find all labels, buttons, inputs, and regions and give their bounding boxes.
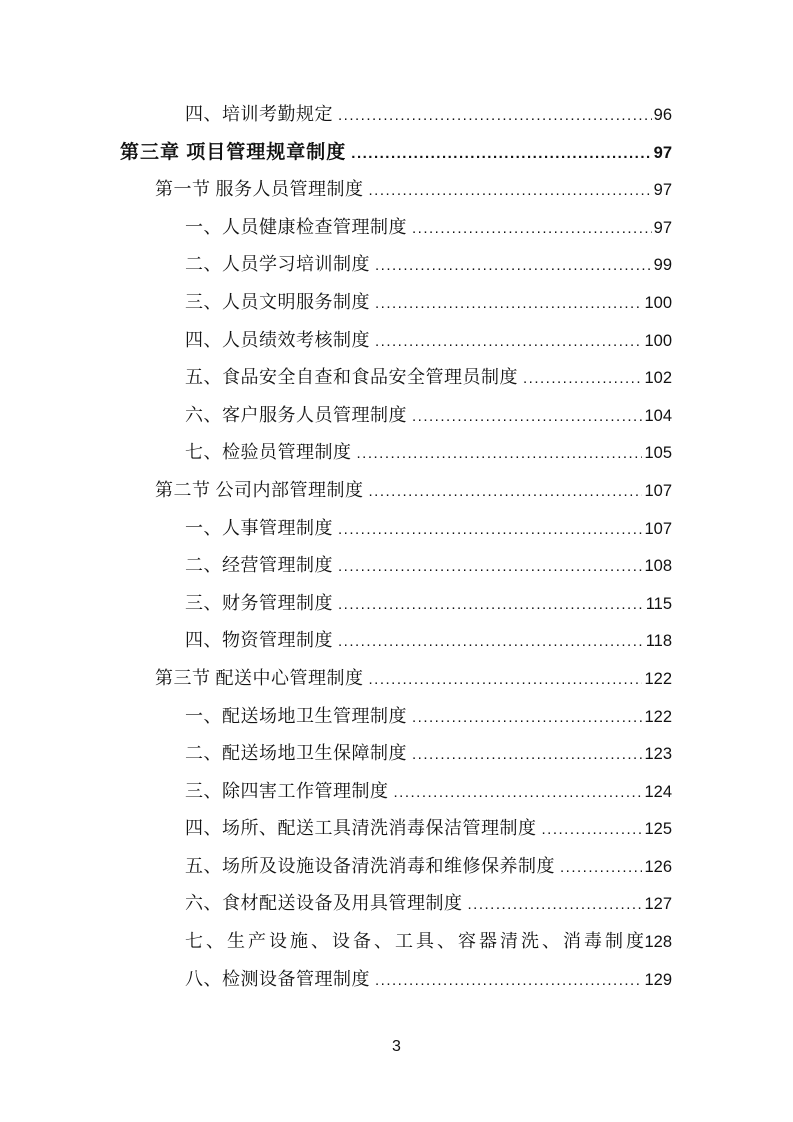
toc-leader-dots [338, 96, 652, 135]
toc-entry-label: 第三章 项目管理规章制度 [120, 141, 347, 163]
toc-leader-dots [369, 660, 643, 699]
toc-leader-dots [468, 885, 643, 924]
toc-entry-label: 五、场所及设施设备清洗消毒和维修保养制度 [185, 855, 555, 876]
toc-entry-label: 第一节 服务人员管理制度 [155, 179, 364, 200]
toc-entry-label: 七、生产设施、设备、工具、容器清洗、消毒制度 [185, 931, 645, 952]
toc-entry-label: 八、检测设备管理制度 [185, 968, 370, 989]
toc-entry-label: 四、培训考勤规定 [185, 104, 333, 124]
toc-leader-dots [523, 359, 642, 398]
toc-entry-page: 97 [653, 143, 672, 162]
toc-entry-page: 122 [644, 669, 672, 688]
toc-entry-label: 六、客户服务人员管理制度 [185, 404, 407, 425]
toc-entry[interactable] [185, 885, 672, 923]
toc-entry-label: 一、人员健康检查管理制度 [185, 216, 407, 237]
toc-entry-label: 二、人员学习培训制度 [185, 254, 370, 275]
toc-leader-dots [369, 171, 652, 210]
toc-entry[interactable] [185, 510, 672, 548]
toc-entry-label: 一、配送场地卫生管理制度 [185, 705, 407, 726]
toc-leader-dots [375, 246, 652, 285]
toc-entry-page: 107 [644, 519, 672, 538]
toc-leader-dots [338, 547, 642, 586]
toc-entry-page: 126 [644, 857, 672, 876]
toc-entry-label: 六、食材配送设备及用具管理制度 [185, 893, 463, 914]
toc-entry-page: 128 [644, 933, 672, 952]
toc-entry[interactable] [120, 134, 672, 172]
toc-entry-page: 97 [653, 181, 672, 200]
toc-leader-dots [375, 322, 642, 361]
toc-entry-label: 二、经营管理制度 [185, 555, 333, 576]
page-footer [0, 1038, 793, 1056]
toc-leader-dots [412, 209, 652, 248]
toc-leader-dots [375, 284, 642, 323]
toc-leader-dots [560, 848, 642, 887]
toc-entry[interactable] [185, 810, 672, 848]
toc-entry-page: 124 [644, 782, 672, 801]
table-of-contents [120, 96, 672, 998]
toc-entry-page: 115 [645, 594, 672, 613]
toc-entry-page: 125 [644, 820, 672, 839]
toc-entry[interactable] [185, 397, 672, 435]
toc-entry-label: 第三节 配送中心管理制度 [155, 667, 364, 688]
toc-entry-label: 一、人事管理制度 [185, 517, 333, 538]
toc-entry-page: 129 [644, 970, 672, 989]
toc-leader-dots [412, 698, 642, 737]
toc-entry-label: 第二节 公司内部管理制度 [155, 479, 364, 500]
toc-entry[interactable] [185, 322, 672, 360]
toc-entry-label: 四、场所、配送工具清洗消毒保洁管理制度 [185, 818, 537, 839]
toc-entry[interactable] [185, 434, 672, 472]
toc-leader-dots [369, 472, 643, 511]
toc-entry-label: 四、人员绩效考核制度 [185, 329, 370, 350]
toc-leader-dots [338, 585, 644, 624]
toc-entry-page: 100 [644, 331, 672, 350]
toc-leader-dots [542, 810, 643, 849]
toc-entry-label: 三、人员文明服务制度 [185, 291, 370, 312]
toc-entry-page: 102 [644, 369, 672, 388]
toc-leader-dots [357, 434, 643, 473]
toc-entry-page: 105 [644, 444, 672, 463]
toc-leader-dots [351, 134, 651, 173]
toc-entry[interactable] [155, 171, 672, 209]
toc-entry-label: 三、除四害工作管理制度 [185, 780, 389, 801]
toc-entry-label: 三、财务管理制度 [185, 592, 333, 613]
toc-entry-page: 100 [644, 293, 672, 312]
toc-leader-dots [338, 510, 642, 549]
toc-entry-page: 127 [644, 895, 672, 914]
toc-entry[interactable] [185, 209, 672, 247]
toc-entry[interactable] [155, 472, 672, 510]
toc-entry-page: 97 [653, 218, 672, 237]
toc-leader-dots [412, 735, 642, 774]
toc-leader-dots [375, 961, 642, 1000]
toc-entry[interactable] [185, 284, 672, 322]
toc-leader-dots [412, 397, 642, 436]
toc-entry-label: 四、物资管理制度 [185, 630, 333, 651]
toc-entry-label: 二、配送场地卫生保障制度 [185, 743, 407, 764]
toc-entry[interactable] [185, 961, 672, 999]
toc-entry-page: 99 [653, 256, 672, 275]
toc-entry-page: 108 [644, 557, 672, 576]
toc-entry-page: 122 [644, 707, 672, 726]
toc-entry[interactable] [185, 585, 672, 623]
toc-entry[interactable] [185, 246, 672, 284]
toc-entry[interactable] [185, 923, 672, 961]
toc-entry[interactable] [185, 547, 672, 585]
toc-entry[interactable] [185, 773, 672, 811]
toc-entry-label: 五、食品安全自查和食品安全管理员制度 [185, 367, 518, 388]
toc-entry-page: 104 [644, 406, 672, 425]
toc-entry[interactable] [185, 359, 672, 397]
footer-page-number: 3 [392, 1038, 401, 1055]
toc-leader-dots [394, 773, 643, 812]
toc-entry-page: 123 [644, 745, 672, 764]
toc-entry[interactable] [185, 622, 672, 660]
toc-entry[interactable] [185, 698, 672, 736]
toc-entry-page: 107 [644, 481, 672, 500]
toc-entry[interactable] [185, 735, 672, 773]
toc-entry-page: 118 [645, 632, 672, 651]
toc-entry[interactable] [185, 96, 672, 134]
toc-entry[interactable] [155, 660, 672, 698]
toc-leader-dots [338, 622, 644, 661]
toc-entry[interactable] [185, 848, 672, 886]
toc-entry-page: 96 [653, 106, 672, 124]
toc-entry-label: 七、检验员管理制度 [185, 442, 352, 463]
